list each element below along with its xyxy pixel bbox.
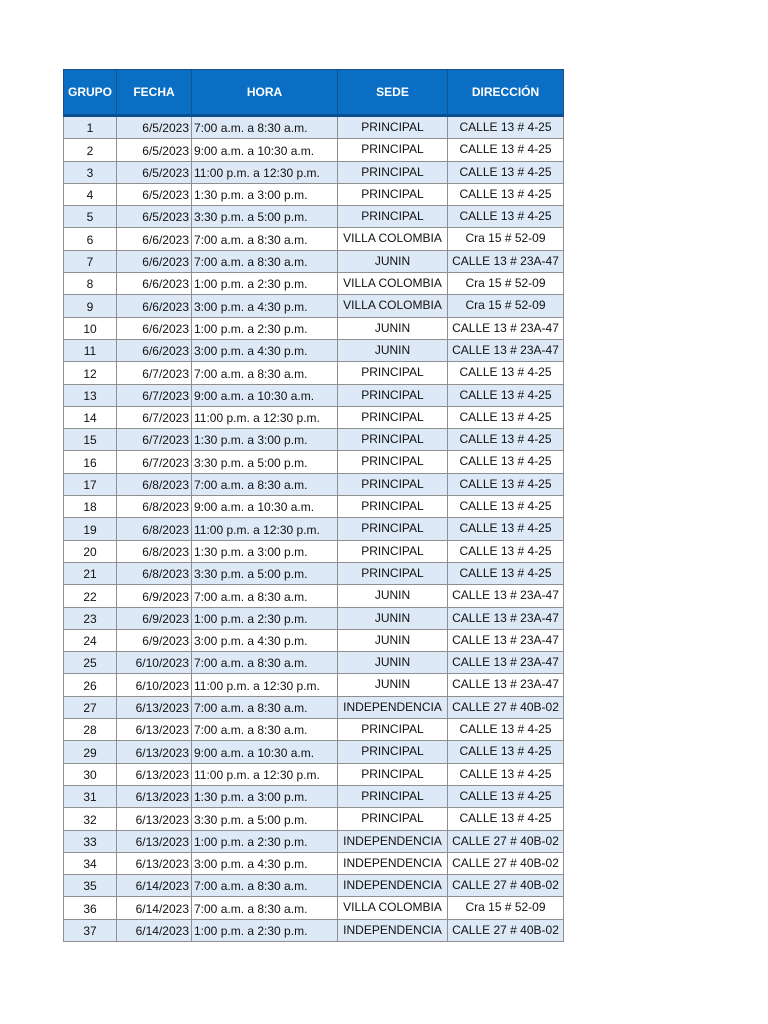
cell-fecha: 6/13/2023 [117,785,192,807]
cell-direccion: CALLE 13 # 4-25 [448,139,564,161]
cell-direccion: CALLE 13 # 4-25 [448,206,564,228]
cell-hora: 9:00 a.m. a 10:30 a.m. [192,496,338,518]
cell-grupo: 14 [64,406,117,428]
cell-fecha: 6/13/2023 [117,830,192,852]
cell-hora: 3:30 p.m. a 5:00 p.m. [192,808,338,830]
table-row [64,607,564,629]
table-row [64,652,564,674]
table-row [64,183,564,205]
cell-fecha: 6/7/2023 [117,406,192,428]
table-row [64,741,564,763]
cell-grupo: 4 [64,183,117,205]
cell-grupo: 24 [64,629,117,651]
cell-fecha: 6/10/2023 [117,652,192,674]
cell-sede: PRINCIPAL [338,518,448,540]
cell-hora: 1:30 p.m. a 3:00 p.m. [192,540,338,562]
schedule-table [63,69,564,942]
cell-fecha: 6/8/2023 [117,562,192,584]
cell-direccion: CALLE 27 # 40B-02 [448,875,564,897]
cell-hora: 3:30 p.m. a 5:00 p.m. [192,562,338,584]
cell-direccion: CALLE 13 # 23A-47 [448,629,564,651]
cell-sede: PRINCIPAL [338,384,448,406]
cell-sede: VILLA COLOMBIA [338,897,448,919]
table-row [64,406,564,428]
cell-direccion: CALLE 13 # 23A-47 [448,674,564,696]
header-row [64,70,564,116]
cell-direccion: CALLE 13 # 23A-47 [448,607,564,629]
table-row [64,429,564,451]
cell-grupo: 27 [64,696,117,718]
cell-sede: INDEPENDENCIA [338,830,448,852]
cell-direccion: CALLE 27 # 40B-02 [448,696,564,718]
cell-sede: PRINCIPAL [338,451,448,473]
cell-hora: 9:00 a.m. a 10:30 a.m. [192,741,338,763]
cell-hora: 7:00 a.m. a 8:30 a.m. [192,696,338,718]
cell-sede: PRINCIPAL [338,785,448,807]
cell-fecha: 6/7/2023 [117,362,192,384]
cell-fecha: 6/13/2023 [117,741,192,763]
cell-sede: PRINCIPAL [338,763,448,785]
table-row [64,763,564,785]
cell-sede: PRINCIPAL [338,562,448,584]
cell-grupo: 13 [64,384,117,406]
cell-hora: 1:00 p.m. a 2:30 p.m. [192,830,338,852]
cell-grupo: 6 [64,228,117,250]
cell-fecha: 6/5/2023 [117,161,192,183]
cell-direccion: CALLE 13 # 23A-47 [448,250,564,272]
cell-grupo: 35 [64,875,117,897]
column-header-direccion: DIRECCIÓN [448,70,564,116]
cell-fecha: 6/6/2023 [117,295,192,317]
cell-hora: 7:00 a.m. a 8:30 a.m. [192,250,338,272]
cell-sede: PRINCIPAL [338,473,448,495]
cell-grupo: 28 [64,719,117,741]
cell-direccion: CALLE 13 # 4-25 [448,808,564,830]
cell-grupo: 20 [64,540,117,562]
cell-direccion: CALLE 13 # 4-25 [448,540,564,562]
cell-sede: PRINCIPAL [338,406,448,428]
cell-direccion: Cra 15 # 52-09 [448,228,564,250]
cell-hora: 3:00 p.m. a 4:30 p.m. [192,339,338,361]
cell-sede: PRINCIPAL [338,808,448,830]
cell-grupo: 23 [64,607,117,629]
cell-hora: 9:00 a.m. a 10:30 a.m. [192,139,338,161]
cell-hora: 3:30 p.m. a 5:00 p.m. [192,451,338,473]
cell-grupo: 32 [64,808,117,830]
table-row [64,228,564,250]
cell-fecha: 6/13/2023 [117,719,192,741]
cell-sede: JUNIN [338,607,448,629]
table-row [64,451,564,473]
cell-sede: VILLA COLOMBIA [338,295,448,317]
cell-hora: 7:00 a.m. a 8:30 a.m. [192,585,338,607]
cell-hora: 7:00 a.m. a 8:30 a.m. [192,362,338,384]
cell-fecha: 6/14/2023 [117,897,192,919]
cell-direccion: CALLE 13 # 4-25 [448,473,564,495]
cell-grupo: 10 [64,317,117,339]
cell-hora: 3:00 p.m. a 4:30 p.m. [192,629,338,651]
cell-grupo: 16 [64,451,117,473]
cell-hora: 7:00 a.m. a 8:30 a.m. [192,116,338,139]
cell-fecha: 6/7/2023 [117,451,192,473]
cell-direccion: CALLE 27 # 40B-02 [448,830,564,852]
table-row [64,139,564,161]
cell-fecha: 6/5/2023 [117,183,192,205]
cell-sede: INDEPENDENCIA [338,919,448,941]
cell-fecha: 6/5/2023 [117,206,192,228]
cell-grupo: 29 [64,741,117,763]
cell-fecha: 6/9/2023 [117,607,192,629]
cell-hora: 1:00 p.m. a 2:30 p.m. [192,607,338,629]
cell-fecha: 6/6/2023 [117,250,192,272]
cell-grupo: 37 [64,919,117,941]
cell-sede: JUNIN [338,339,448,361]
cell-fecha: 6/6/2023 [117,339,192,361]
cell-fecha: 6/13/2023 [117,763,192,785]
table-row [64,852,564,874]
table-row [64,719,564,741]
cell-direccion: CALLE 13 # 4-25 [448,451,564,473]
cell-grupo: 9 [64,295,117,317]
cell-direccion: CALLE 13 # 4-25 [448,785,564,807]
cell-fecha: 6/6/2023 [117,273,192,295]
cell-sede: INDEPENDENCIA [338,875,448,897]
cell-hora: 11:00 p.m. a 12:30 p.m. [192,406,338,428]
cell-sede: PRINCIPAL [338,741,448,763]
table-row [64,384,564,406]
cell-direccion: Cra 15 # 52-09 [448,295,564,317]
cell-grupo: 34 [64,852,117,874]
cell-sede: JUNIN [338,585,448,607]
cell-sede: PRINCIPAL [338,206,448,228]
cell-fecha: 6/10/2023 [117,674,192,696]
cell-grupo: 5 [64,206,117,228]
table-row [64,540,564,562]
cell-grupo: 26 [64,674,117,696]
table-row [64,696,564,718]
cell-hora: 7:00 a.m. a 8:30 a.m. [192,897,338,919]
cell-sede: PRINCIPAL [338,183,448,205]
cell-hora: 7:00 a.m. a 8:30 a.m. [192,473,338,495]
cell-hora: 7:00 a.m. a 8:30 a.m. [192,228,338,250]
cell-direccion: CALLE 13 # 4-25 [448,362,564,384]
table-row [64,496,564,518]
cell-grupo: 30 [64,763,117,785]
cell-direccion: CALLE 13 # 4-25 [448,518,564,540]
cell-grupo: 36 [64,897,117,919]
cell-sede: JUNIN [338,674,448,696]
table-row [64,830,564,852]
cell-hora: 3:00 p.m. a 4:30 p.m. [192,295,338,317]
column-header-hora: HORA [192,70,338,116]
cell-hora: 7:00 a.m. a 8:30 a.m. [192,652,338,674]
table-row [64,674,564,696]
cell-sede: PRINCIPAL [338,429,448,451]
cell-fecha: 6/8/2023 [117,518,192,540]
cell-sede: PRINCIPAL [338,116,448,139]
cell-direccion: CALLE 13 # 4-25 [448,763,564,785]
cell-hora: 1:30 p.m. a 3:00 p.m. [192,785,338,807]
table-row [64,785,564,807]
cell-fecha: 6/6/2023 [117,317,192,339]
cell-grupo: 7 [64,250,117,272]
cell-fecha: 6/13/2023 [117,852,192,874]
cell-sede: PRINCIPAL [338,139,448,161]
cell-sede: INDEPENDENCIA [338,852,448,874]
cell-direccion: CALLE 13 # 4-25 [448,741,564,763]
cell-sede: JUNIN [338,317,448,339]
cell-fecha: 6/8/2023 [117,496,192,518]
table-row [64,339,564,361]
column-header-sede: SEDE [338,70,448,116]
cell-direccion: CALLE 27 # 40B-02 [448,919,564,941]
cell-hora: 3:00 p.m. a 4:30 p.m. [192,852,338,874]
cell-fecha: 6/6/2023 [117,228,192,250]
cell-sede: JUNIN [338,652,448,674]
cell-hora: 1:30 p.m. a 3:00 p.m. [192,183,338,205]
cell-fecha: 6/7/2023 [117,429,192,451]
cell-direccion: CALLE 13 # 23A-47 [448,317,564,339]
cell-grupo: 22 [64,585,117,607]
cell-direccion: CALLE 13 # 4-25 [448,384,564,406]
cell-grupo: 17 [64,473,117,495]
cell-hora: 11:00 p.m. a 12:30 p.m. [192,763,338,785]
cell-hora: 3:30 p.m. a 5:00 p.m. [192,206,338,228]
cell-hora: 9:00 a.m. a 10:30 a.m. [192,384,338,406]
cell-hora: 1:00 p.m. a 2:30 p.m. [192,919,338,941]
table-row [64,919,564,941]
cell-hora: 7:00 a.m. a 8:30 a.m. [192,875,338,897]
cell-grupo: 11 [64,339,117,361]
cell-fecha: 6/8/2023 [117,473,192,495]
cell-fecha: 6/5/2023 [117,116,192,139]
cell-sede: JUNIN [338,629,448,651]
cell-grupo: 21 [64,562,117,584]
table-row [64,161,564,183]
cell-grupo: 19 [64,518,117,540]
table-row [64,897,564,919]
cell-hora: 7:00 a.m. a 8:30 a.m. [192,719,338,741]
cell-sede: PRINCIPAL [338,362,448,384]
cell-direccion: CALLE 13 # 4-25 [448,161,564,183]
cell-direccion: CALLE 13 # 4-25 [448,719,564,741]
cell-fecha: 6/9/2023 [117,629,192,651]
table-body [64,116,564,942]
table-row [64,206,564,228]
cell-grupo: 31 [64,785,117,807]
table-row [64,295,564,317]
table-row [64,116,564,139]
cell-sede: VILLA COLOMBIA [338,273,448,295]
table-row [64,808,564,830]
cell-sede: VILLA COLOMBIA [338,228,448,250]
cell-grupo: 33 [64,830,117,852]
cell-direccion: CALLE 13 # 4-25 [448,496,564,518]
column-header-grupo: GRUPO [64,70,117,116]
cell-grupo: 3 [64,161,117,183]
cell-direccion: Cra 15 # 52-09 [448,897,564,919]
cell-fecha: 6/13/2023 [117,696,192,718]
cell-fecha: 6/9/2023 [117,585,192,607]
cell-direccion: CALLE 13 # 23A-47 [448,652,564,674]
cell-fecha: 6/14/2023 [117,919,192,941]
cell-direccion: CALLE 27 # 40B-02 [448,852,564,874]
table-row [64,273,564,295]
cell-fecha: 6/8/2023 [117,540,192,562]
table-row [64,562,564,584]
cell-fecha: 6/14/2023 [117,875,192,897]
cell-hora: 11:00 p.m. a 12:30 p.m. [192,161,338,183]
table-row [64,317,564,339]
cell-grupo: 15 [64,429,117,451]
cell-sede: JUNIN [338,250,448,272]
cell-sede: PRINCIPAL [338,719,448,741]
cell-hora: 1:00 p.m. a 2:30 p.m. [192,317,338,339]
cell-sede: INDEPENDENCIA [338,696,448,718]
cell-grupo: 25 [64,652,117,674]
cell-hora: 1:00 p.m. a 2:30 p.m. [192,273,338,295]
table-row [64,875,564,897]
cell-fecha: 6/5/2023 [117,139,192,161]
cell-direccion: CALLE 13 # 4-25 [448,562,564,584]
cell-hora: 11:00 p.m. a 12:30 p.m. [192,518,338,540]
table-header [64,70,564,116]
table-row [64,629,564,651]
cell-fecha: 6/13/2023 [117,808,192,830]
cell-grupo: 18 [64,496,117,518]
table-row [64,585,564,607]
cell-direccion: CALLE 13 # 4-25 [448,429,564,451]
cell-grupo: 8 [64,273,117,295]
cell-direccion: CALLE 13 # 23A-47 [448,585,564,607]
table-row [64,250,564,272]
cell-grupo: 12 [64,362,117,384]
cell-sede: PRINCIPAL [338,540,448,562]
column-header-fecha: FECHA [117,70,192,116]
cell-grupo: 1 [64,116,117,139]
cell-hora: 1:30 p.m. a 3:00 p.m. [192,429,338,451]
cell-direccion: CALLE 13 # 23A-47 [448,339,564,361]
cell-direccion: CALLE 13 # 4-25 [448,116,564,139]
cell-grupo: 2 [64,139,117,161]
cell-fecha: 6/7/2023 [117,384,192,406]
cell-direccion: CALLE 13 # 4-25 [448,183,564,205]
table-row [64,473,564,495]
cell-hora: 11:00 p.m. a 12:30 p.m. [192,674,338,696]
cell-direccion: Cra 15 # 52-09 [448,273,564,295]
cell-sede: PRINCIPAL [338,161,448,183]
cell-sede: PRINCIPAL [338,496,448,518]
table-row [64,518,564,540]
table-row [64,362,564,384]
cell-direccion: CALLE 13 # 4-25 [448,406,564,428]
